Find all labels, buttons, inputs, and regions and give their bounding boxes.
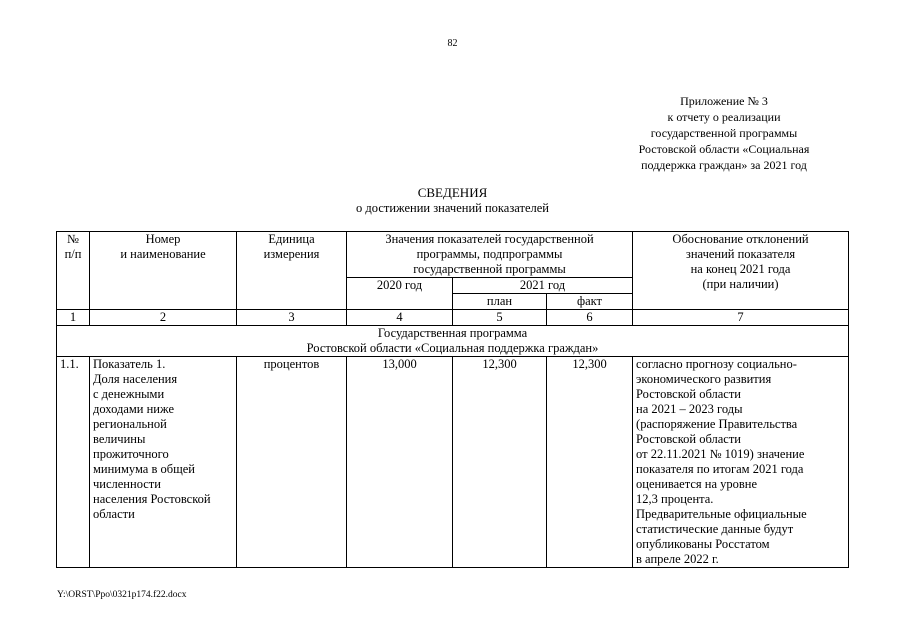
header-text: измерения xyxy=(263,247,320,261)
justification-line: от 22.11.2021 № 1019) значение xyxy=(636,447,805,461)
justification-line: на 2021 – 2023 годы xyxy=(636,402,743,416)
appendix-line: государственной программы xyxy=(650,126,798,140)
page-number: 82 xyxy=(447,38,458,49)
appendix-line: поддержка граждан» за 2021 год xyxy=(641,158,807,172)
name-line: региональной xyxy=(93,417,167,431)
header-plan: план xyxy=(453,294,547,310)
column-number-row xyxy=(57,310,849,326)
justification-line: статистические данные будут xyxy=(636,522,794,536)
name-line: величины xyxy=(93,432,146,446)
col-number: 1 xyxy=(57,310,90,326)
table-row xyxy=(57,357,849,568)
row-justification xyxy=(633,357,849,568)
section-text: Ростовской области «Социальная поддержка граждан» xyxy=(306,341,599,355)
name-line: области xyxy=(93,507,135,521)
name-line: численности xyxy=(93,477,161,491)
header-text: № xyxy=(67,232,79,246)
justification-line: опубликованы Росстатом xyxy=(636,537,770,551)
justification-line: экономического развития xyxy=(636,372,772,386)
header-text: на конец 2021 года xyxy=(690,262,791,276)
col-number: 3 xyxy=(237,310,347,326)
row-unit: процентов xyxy=(237,357,347,568)
header-unit xyxy=(237,232,347,310)
header-name xyxy=(90,232,237,310)
name-line: прожиточного xyxy=(93,447,169,461)
header-justification xyxy=(633,232,849,310)
appendix-line: Приложение № 3 xyxy=(680,94,768,108)
header-text: Единица xyxy=(268,232,315,246)
row-fact-2021: 12,300 xyxy=(547,357,633,568)
col-number: 5 xyxy=(453,310,547,326)
name-line: Показатель 1. xyxy=(93,357,166,371)
justification-line: в апреле 2022 г. xyxy=(636,552,719,566)
document-title: СВЕДЕНИЯ xyxy=(417,185,488,200)
justification-line: показателя по итогам 2021 года xyxy=(636,462,804,476)
justification-line: Предварительные официальные xyxy=(636,507,807,521)
row-value-2020: 13,000 xyxy=(347,357,453,568)
header-text: п/п xyxy=(64,247,82,261)
header-text: (при наличии) xyxy=(702,277,779,291)
name-line: населения Ростовской xyxy=(93,492,211,506)
header-text: значений показателя xyxy=(685,247,796,261)
name-line: с денежными xyxy=(93,387,165,401)
appendix-line: к отчету о реализации xyxy=(667,110,781,124)
name-line: Доля населения xyxy=(93,372,178,386)
col-number: 2 xyxy=(90,310,237,326)
col-number: 6 xyxy=(547,310,633,326)
header-fact: факт xyxy=(547,294,633,310)
header-values xyxy=(347,232,633,278)
justification-line: Ростовской области xyxy=(636,387,741,401)
row-plan-2021: 12,300 xyxy=(453,357,547,568)
row-indicator-name xyxy=(90,357,237,568)
header-year-2020: 2020 год xyxy=(347,278,453,310)
header-num xyxy=(57,232,90,310)
header-text: и наименование xyxy=(120,247,206,261)
section-title xyxy=(57,326,849,357)
header-text: Обоснование отклонений xyxy=(672,232,809,246)
section-text: Государственная программа xyxy=(377,326,528,340)
col-number: 7 xyxy=(633,310,849,326)
header-text: Номер xyxy=(145,232,181,246)
header-text: Значения показателей государственной xyxy=(385,232,594,246)
indicators-table xyxy=(56,231,849,568)
appendix-line: Ростовской области «Социальная xyxy=(638,142,810,156)
justification-line: Ростовской области xyxy=(636,432,741,446)
name-line: доходами ниже xyxy=(93,402,174,416)
header-text: государственной программы xyxy=(413,262,566,276)
appendix-header xyxy=(600,93,848,173)
name-line: минимума в общей xyxy=(93,462,195,476)
justification-line: оценивается на уровне xyxy=(636,477,758,491)
document-subtitle: о достижении значений показателей xyxy=(356,201,549,215)
header-row xyxy=(57,232,849,278)
row-num: 1.1. xyxy=(57,357,90,568)
justification-line: 12,3 процента. xyxy=(636,492,714,506)
section-row xyxy=(57,326,849,357)
justification-line: (распоряжение Правительства xyxy=(636,417,798,431)
header-year-2021: 2021 год xyxy=(453,278,633,294)
file-path-footer: Y:\ORST\Ppo\0321p174.f22.docx xyxy=(57,590,187,600)
col-number: 4 xyxy=(347,310,453,326)
header-text: программы, подпрограммы xyxy=(416,247,563,261)
justification-line: согласно прогнозу социально- xyxy=(636,357,797,371)
